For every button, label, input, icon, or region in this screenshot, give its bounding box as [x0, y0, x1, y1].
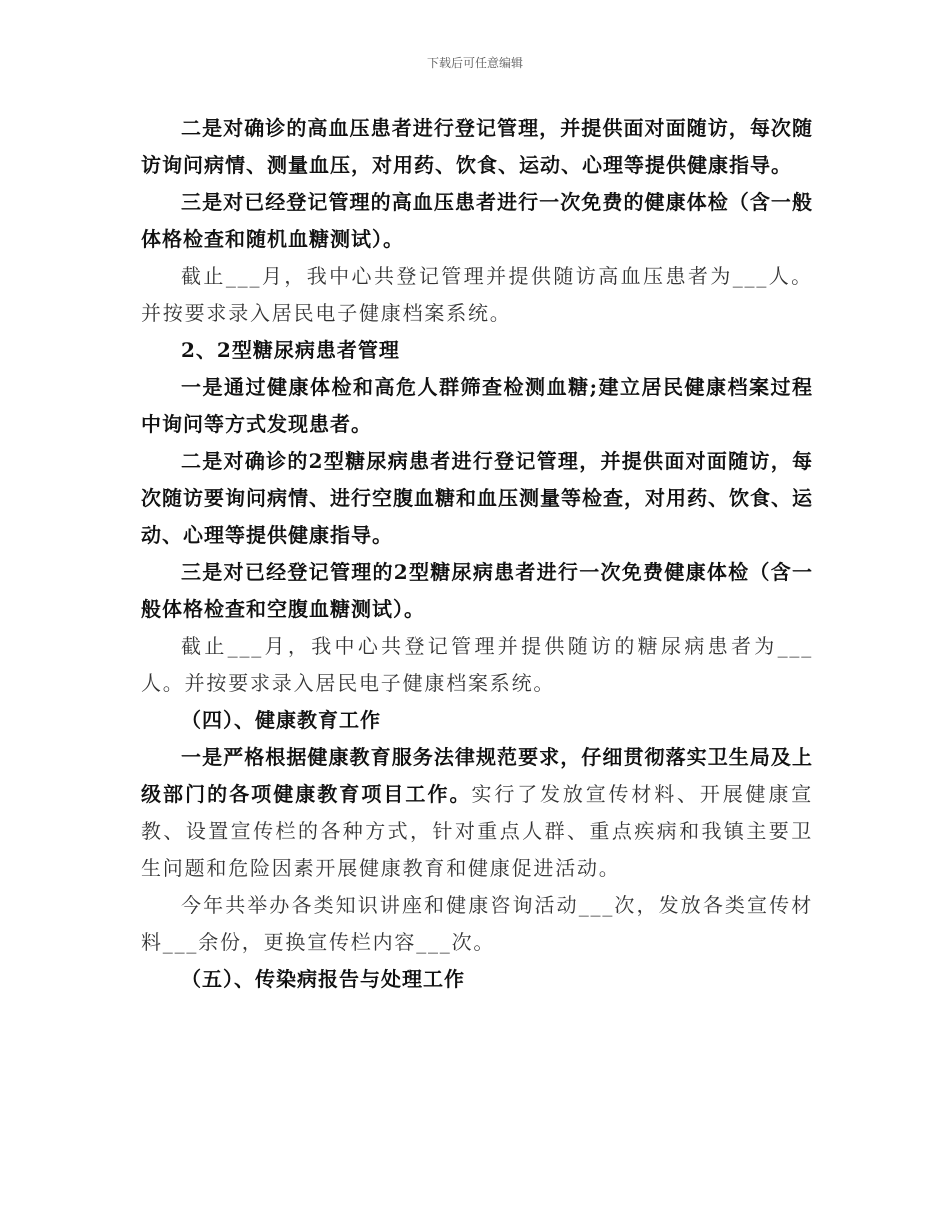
paragraph-health-education-stats: 今年共举办各类知识讲座和健康咨询活动___次，发放各类宣传材料___余份，更换宣传栏内容___次。: [141, 893, 813, 954]
paragraph-health-education-rest: 实行了发放宣传材料、开展健康宣教、设置宣传栏的各种方式，针对重点人群、重点疾病和我镇主要卫生问题和危险因素开展健康教育和健康促进活动。: [141, 782, 814, 880]
paragraph-hypertension-checkup: 三是对已经登记管理的高血压患者进行一次免费的健康体检（含一般体格检查和随机血糖测试）。: [141, 190, 813, 251]
paragraph-health-education-requirements: [141, 739, 813, 887]
paragraph-diabetes-stats: 截止___月，我中心共登记管理并提供随访的糖尿病患者为___人。并按要求录入居民电子健康档案系统。: [141, 634, 813, 695]
paragraph-hypertension-followup: 二是对确诊的高血压患者进行登记管理，并提供面对面随访，每次随访询问病情、测量血压，对用药、饮食、运动、心理等提供健康指导。: [141, 116, 813, 177]
paragraph-diabetes-followup: 二是对确诊的2型糖尿病患者进行登记管理，并提供面对面随访，每次随访要询问病情、进行空腹血糖和血压测量等检查，对用药、饮食、运动、心理等提供健康指导。: [141, 449, 813, 547]
page-header: 下载后可任意编辑: [426, 56, 523, 70]
document-body: [141, 110, 813, 998]
section-heading-infectious-disease: （五）、传染病报告与处理工作: [181, 967, 465, 991]
section-heading-diabetes: 2、2型糖尿病患者管理: [181, 338, 400, 362]
paragraph-diabetes-checkup: 三是对已经登记管理的2型糖尿病患者进行一次免费健康体检（含一般体格检查和空腹血糖测试）。: [141, 560, 813, 621]
section-heading-health-education: （四）、健康教育工作: [181, 708, 381, 732]
paragraph-health-education-bold: 一是严格根据健康教育服务法律规范要求，仔细贯彻落实卫生局及上级部门的各项健康教育项目工作。: [141, 745, 813, 806]
paragraph-hypertension-stats: 截止___月，我中心共登记管理并提供随访高血压患者为___人。并按要求录入居民电子健康档案系统。: [141, 264, 813, 325]
paragraph-diabetes-screening: 一是通过健康体检和高危人群筛查检测血糖;建立居民健康档案过程中询问等方式发现患者。: [141, 375, 813, 436]
